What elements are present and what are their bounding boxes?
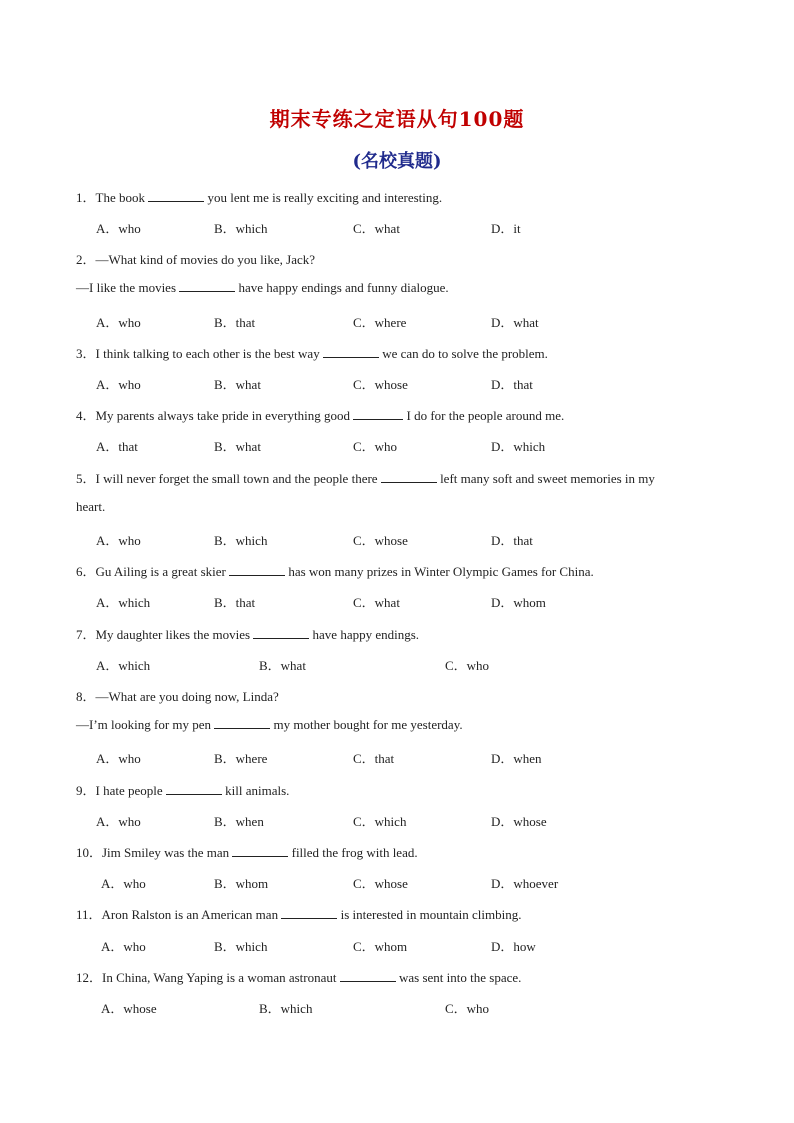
question-8-option-c: C．that — [353, 751, 395, 766]
question-3-option-b: B．what — [214, 377, 261, 392]
answer-blank — [166, 783, 222, 795]
question-3-option-a: A．who — [96, 377, 141, 392]
answer-blank — [381, 471, 437, 483]
question-5-option-d: D．that — [491, 533, 533, 548]
question-6-option-c: C．what — [353, 595, 400, 610]
question-9-option-c: C．which — [353, 814, 407, 829]
question-7-stem: 7．My daughter likes the movies have happy endings. — [76, 627, 420, 642]
answer-blank — [179, 280, 235, 292]
question-9-option-b: B．when — [214, 814, 264, 829]
question-10-option-d: D．whoever — [491, 876, 559, 891]
question-8-stem: 8．—What are you doing now, Linda? — [76, 689, 279, 704]
question-12-option-b: B．which — [259, 1001, 313, 1016]
question-11-stem: 11．Aron Ralston is an American man is interested in mountain climbing. — [76, 907, 522, 922]
question-3-option-c: C．whose — [353, 377, 408, 392]
answer-blank — [353, 408, 403, 420]
question-8-option-b: B．where — [214, 751, 268, 766]
question-8-line2: —I’m looking for my pen my mother bought for me yesterday. — [76, 717, 463, 732]
question-4-option-a: A．that — [96, 439, 138, 454]
question-11-option-c: C．whom — [353, 939, 408, 954]
question-5-continuation: heart. — [76, 499, 106, 514]
question-10-option-c: C．whose — [353, 876, 408, 891]
question-7-option-c: C．who — [445, 658, 490, 673]
page-subtitle: (名校真题) — [352, 151, 442, 172]
question-6-option-a: A．which — [96, 595, 151, 610]
question-12-stem: 12．In China, Wang Yaping is a woman astronaut was sent into the space. — [76, 970, 522, 985]
question-11-option-a: A．who — [101, 939, 146, 954]
question-3-option-d: D．that — [491, 377, 533, 392]
question-3-stem: 3．I think talking to each other is the best way we can do to solve the problem. — [76, 346, 548, 361]
question-5-option-b: B．which — [214, 533, 268, 548]
question-2-option-d: D．what — [491, 315, 539, 330]
page-title: 期末专练之定语从句100题 — [269, 107, 525, 131]
question-1-option-c: C．what — [353, 221, 400, 236]
question-9-option-d: D．whose — [491, 814, 547, 829]
question-4-stem: 4．My parents always take pride in everything good I do for the people around me. — [76, 408, 565, 423]
question-6-option-b: B．that — [214, 595, 256, 610]
question-7-option-a: A．which — [96, 658, 151, 673]
question-2-option-c: C．where — [353, 315, 407, 330]
question-7-option-b: B．what — [259, 658, 306, 673]
question-5-option-c: C．whose — [353, 533, 408, 548]
answer-blank — [229, 564, 285, 576]
question-10-stem: 10．Jim Smiley was the man filled the frog with lead. — [76, 845, 418, 860]
question-6-stem: 6．Gu Ailing is a great skier has won many prizes in Winter Olympic Games for China. — [76, 564, 594, 579]
question-2-option-a: A．who — [96, 315, 141, 330]
answer-blank — [214, 717, 270, 729]
question-4-option-b: B．what — [214, 439, 261, 454]
question-6-option-d: D．whom — [491, 595, 546, 610]
answer-blank — [340, 970, 396, 982]
question-11-option-d: D．how — [491, 939, 536, 954]
answer-blank — [232, 845, 288, 857]
question-5-option-a: A．who — [96, 533, 141, 548]
answer-blank — [323, 346, 379, 358]
question-1-option-b: B．which — [214, 221, 268, 236]
question-12-option-c: C．who — [445, 1001, 490, 1016]
question-11-option-b: B．which — [214, 939, 268, 954]
question-5-stem: 5．I will never forget the small town and the people there left many soft and sweet memories in my — [76, 471, 655, 486]
question-8-option-a: A．who — [96, 751, 141, 766]
answer-blank — [253, 627, 309, 639]
answer-blank — [281, 907, 337, 919]
answer-blank — [148, 190, 204, 202]
question-2-line2: —I like the movies have happy endings and funny dialogue. — [76, 280, 449, 295]
question-2-option-b: B．that — [214, 315, 256, 330]
question-4-option-d: D．which — [491, 439, 546, 454]
question-9-stem: 9．I hate people kill animals. — [76, 783, 290, 798]
question-1-stem: 1．The book you lent me is really exciting and interesting. — [76, 190, 443, 205]
question-10-option-a: A．who — [101, 876, 146, 891]
question-8-option-d: D．when — [491, 751, 542, 766]
question-2-stem: 2．—What kind of movies do you like, Jack? — [76, 252, 316, 267]
question-12-option-a: A．whose — [101, 1001, 157, 1016]
question-9-option-a: A．who — [96, 814, 141, 829]
question-1-option-a: A．who — [96, 221, 141, 236]
question-4-option-c: C．who — [353, 439, 398, 454]
question-1-option-d: D．it — [491, 221, 521, 236]
question-10-option-b: B．whom — [214, 876, 269, 891]
